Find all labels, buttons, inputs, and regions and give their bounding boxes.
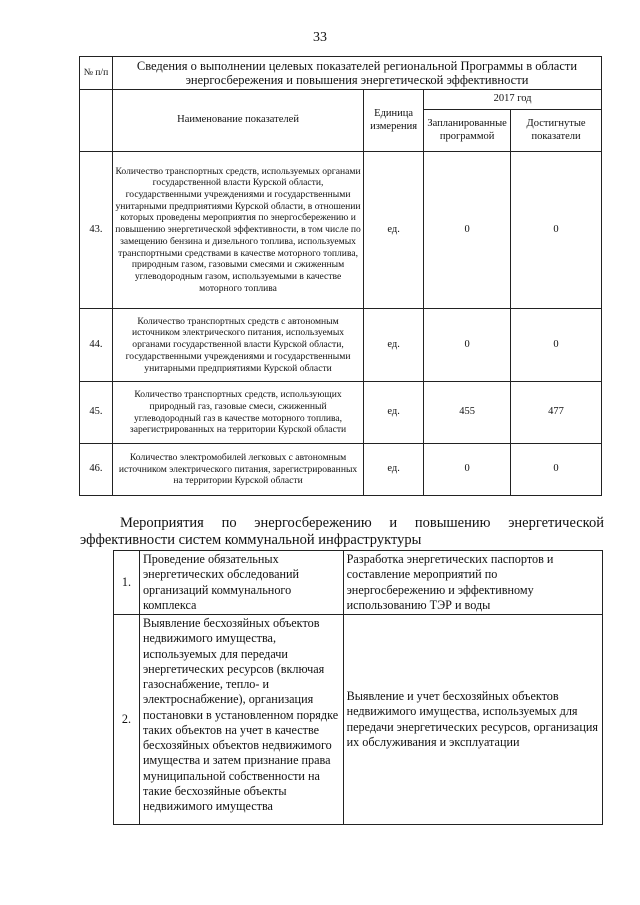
row-planned: 0 bbox=[424, 152, 511, 309]
table-row bbox=[80, 152, 602, 309]
row-achieved: 477 bbox=[511, 382, 602, 444]
row-num: 2. bbox=[114, 615, 140, 825]
section-heading bbox=[80, 515, 604, 549]
row-name: Количество транспортных средств с автономным источником электрического питания, используемых органами государственной власти Курской области, государственными учреждениями и государственными унитарными предприятиями Курской области bbox=[112, 309, 363, 382]
table-row bbox=[80, 382, 602, 444]
table-row bbox=[80, 309, 602, 382]
table-row bbox=[114, 551, 603, 615]
row-activity: Выявление бесхозяйных объектов недвижимого имущества, используемых для передачи энергетических ресурсов (включая газоснабжение, тепло- и электроснабжение), организация постановки в установленном порядке таких объектов на учет в качестве бесхозяйных объектов недвижимого имущества и затем признание права муниципальной собственности на такие бесхозяйные объекты недвижимого имущества bbox=[139, 615, 343, 825]
achieved-header: Достигнутые показатели bbox=[511, 110, 602, 152]
unit-header: Единица измерения bbox=[364, 90, 424, 152]
activities-table bbox=[113, 550, 603, 825]
row-planned: 0 bbox=[424, 309, 511, 382]
page-number: 33 bbox=[313, 30, 327, 45]
row-result: Разработка энергетических паспортов и составление мероприятий по энергосбережению и эффективному использованию ТЭР и воды bbox=[343, 551, 602, 615]
row-planned: 0 bbox=[424, 444, 511, 496]
indicators-table bbox=[79, 56, 602, 90]
row-num: 45. bbox=[80, 382, 113, 444]
col-num-header: № п/п bbox=[80, 57, 113, 90]
name-header: Наименование показателей bbox=[112, 90, 363, 152]
table-row bbox=[114, 615, 603, 825]
row-achieved: 0 bbox=[511, 309, 602, 382]
row-unit: ед. bbox=[364, 444, 424, 496]
section-heading-line2: эффективности систем коммунальной инфраструктуры bbox=[80, 532, 422, 549]
row-result: Выявление и учет бесхозяйных объектов недвижимого имущества, используемых для передачи энергетических ресурсов, организация их обслуживания и эксплуатации bbox=[343, 615, 602, 825]
row-unit: ед. bbox=[364, 152, 424, 309]
row-unit: ед. bbox=[364, 382, 424, 444]
row-unit: ед. bbox=[364, 309, 424, 382]
year-header: 2017 год bbox=[424, 90, 602, 110]
table-title: Сведения о выполнении целевых показателей региональной Программы в области энергосбережения и повышения энергетической эффективности bbox=[112, 57, 601, 90]
row-num: 43. bbox=[80, 152, 113, 309]
section-heading-line1: Мероприятия по энергосбережению и повышению энергетической bbox=[120, 515, 604, 531]
indicators-table-body bbox=[79, 89, 602, 496]
row-name: Количество транспортных средств, использующих природный газ, газовые смеси, сжиженный углеводородный газ в качестве моторного топлива, зарегистрированных на территории Курской области bbox=[112, 382, 363, 444]
row-activity: Проведение обязательных энергетических обследований организаций коммунального комплекса bbox=[139, 551, 343, 615]
row-achieved: 0 bbox=[511, 444, 602, 496]
num-header-cell bbox=[80, 90, 113, 152]
row-num: 46. bbox=[80, 444, 113, 496]
row-num: 44. bbox=[80, 309, 113, 382]
row-planned: 455 bbox=[424, 382, 511, 444]
row-num: 1. bbox=[114, 551, 140, 615]
planned-header: Запланированные программой bbox=[424, 110, 511, 152]
row-name: Количество транспортных средств, используемых органами государственной власти Курской области, государственными учреждениями и государственными унитарными предприятиями Курской области, в отношении которых проведены мероприятия по энергосбережению и повышению энергетической эффективности, в том числе по замещению бензина и дизельного топлива, используемых транспортными средствами в качестве моторного топлива, природным газом, газовыми смесями и сжиженным углеводородным газом, используемыми в качестве моторного топлива bbox=[112, 152, 363, 309]
row-name: Количество электромобилей легковых с автономным источником электрического питания, зарегистрированных на территории Курской области bbox=[112, 444, 363, 496]
table-row bbox=[80, 444, 602, 496]
row-achieved: 0 bbox=[511, 152, 602, 309]
